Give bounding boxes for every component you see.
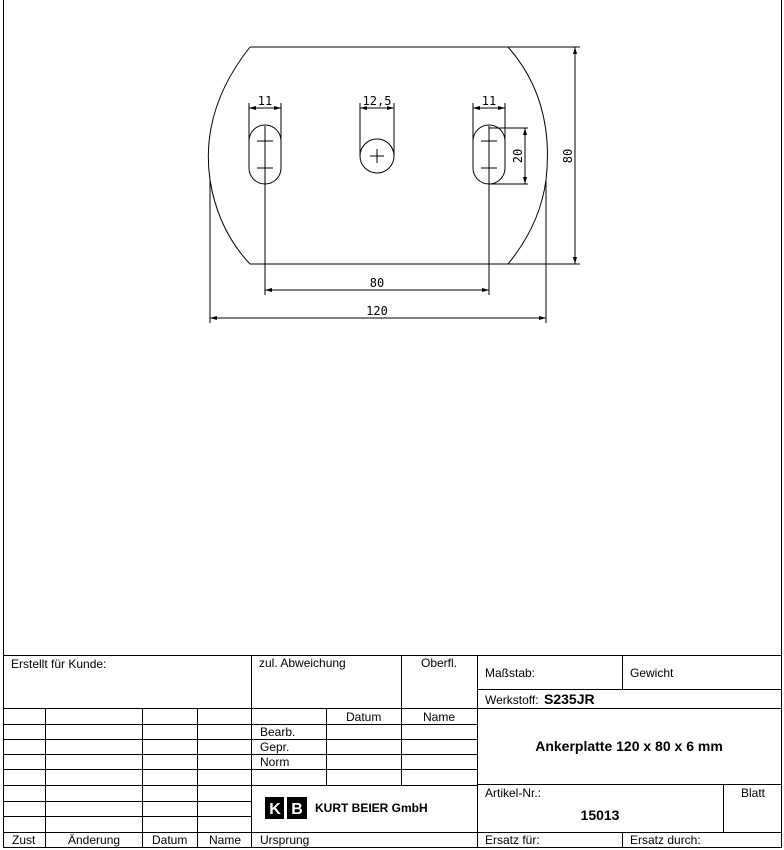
dim-slot-length: 20 xyxy=(511,148,525,164)
label-ursprung: Ursprung xyxy=(260,833,310,847)
label-massstab: Maßstab: xyxy=(485,666,536,680)
logo-letter-k: K xyxy=(269,801,281,818)
label-name-footer: Name xyxy=(209,833,242,847)
company-logo xyxy=(265,797,307,819)
label-blatt: Blatt xyxy=(741,786,766,800)
right-slot xyxy=(473,125,505,184)
left-slot xyxy=(249,125,281,184)
drawing-title: Ankerplatte 120 x 80 x 6 mm xyxy=(535,738,723,754)
logo-letter-b: B xyxy=(291,801,303,818)
label-aenderung: Änderung xyxy=(68,833,121,847)
center-hole xyxy=(360,139,394,173)
dim-slot-width-right: 11 xyxy=(481,94,497,108)
label-name: Name xyxy=(423,710,456,724)
dimension-lines xyxy=(210,47,580,323)
dim-plate-height: 80 xyxy=(561,148,575,164)
label-gewicht: Gewicht xyxy=(630,666,674,680)
label-zul-abweichung: zul. Abweichung xyxy=(259,656,346,670)
label-werkstoff: Werkstoff: xyxy=(485,693,539,707)
value-werkstoff: S235JR xyxy=(544,691,595,707)
dim-hole-spacing: 80 xyxy=(369,276,385,290)
label-erstellt-fuer-kunde: Erstellt für Kunde: xyxy=(11,657,107,671)
label-datum-footer: Datum xyxy=(152,833,188,847)
dim-slot-width-left: 11 xyxy=(257,94,273,108)
label-oberfl: Oberfl. xyxy=(421,656,458,670)
dim-hole-diameter: 12,5 xyxy=(362,94,392,108)
label-norm: Norm xyxy=(260,755,290,769)
label-zust: Zust xyxy=(12,833,36,847)
dim-plate-width: 120 xyxy=(366,304,388,318)
label-artikel-nr: Artikel-Nr.: xyxy=(485,786,542,800)
label-gepr: Gepr. xyxy=(260,740,290,754)
company-name: KURT BEIER GmbH xyxy=(315,801,428,815)
label-bearb: Bearb. xyxy=(260,725,296,739)
value-artikel-nr: 15013 xyxy=(580,807,620,823)
label-ersatz-fuer: Ersatz für: xyxy=(485,833,540,847)
label-datum: Datum xyxy=(346,710,382,724)
label-ersatz-durch: Ersatz durch: xyxy=(630,833,701,847)
